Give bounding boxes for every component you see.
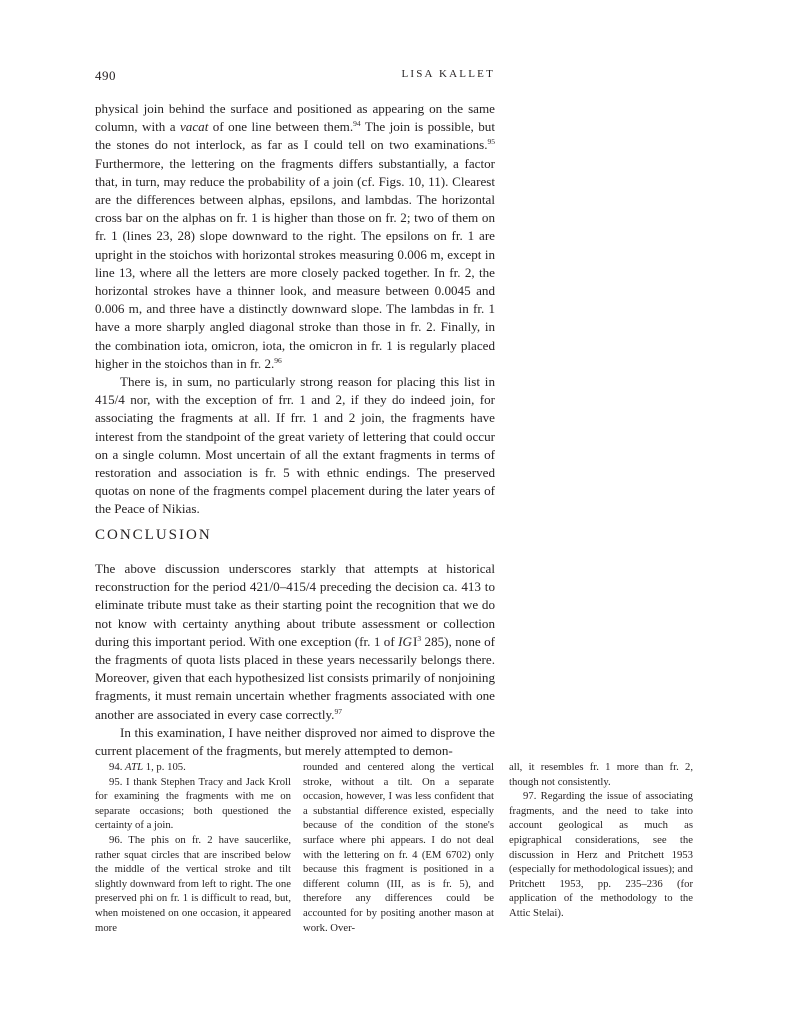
paragraph-conclusion-2: In this examination, I have neither disproved nor aimed to disprove the current placement of the fragments, but merely attempted to demon-: [95, 724, 495, 759]
paragraph-lettering-comparison: [95, 100, 495, 373]
footnote-ref-94[interactable]: 94: [353, 119, 361, 129]
footnote-ref-96[interactable]: 96: [274, 355, 282, 365]
footnote-97: 97. Regarding the issue of associating fragments, and the need to take into account geological as much as epigraphical considerations, see the discussion in Herz and Pritchett 1953 (especially for methodological issues); and Pritchett 1953, pp. 235–236 (for application of the methodology to the Attic Stelai).: [509, 790, 693, 919]
ig-volume-superscript: 3: [417, 633, 422, 643]
text-run: physical join behind the surface and positioned as appearing on the same column, with a: [95, 101, 495, 135]
footnote-96-part-3: all, it resembles fr. 1 more than fr. 2, though not consistently.: [509, 761, 693, 788]
text-run: The above discussion underscores starkly that attempts at historical reconstruction for the period 421/0–415/4 preceding the decision ca. 413 to eliminate tribute must take as their starting point the recognition that we do not know with certainty anything about tribute assessment or collection during this important period. With one exception (fr. 1 of: [95, 561, 495, 649]
vacat-term: vacat: [179, 119, 209, 135]
text-run: 1, p. 105.: [143, 761, 186, 773]
running-header: [95, 68, 495, 84]
footnote-ref-97[interactable]: 97: [334, 706, 342, 716]
footnotes-column-3: [509, 760, 693, 921]
footnote-94: [95, 760, 291, 775]
running-head-author: LISA KALLET: [401, 68, 495, 80]
text-run: of one line between them.: [208, 119, 354, 135]
text-run: 285), none of the fragments of quota lists placed in these years necessarily belongs there. Moreover, given that each hypothesized list consists primarily of nonjoining fragments, it must remain uncertain whether fragments associated with one another are associated in every case correctly.: [95, 633, 495, 722]
text-run: Furthermore, the lettering on the fragments differs substantially, a factor that, in turn, may reduce the probability of a join (cf. Figs. 10, 11). Clearest are the differences between alphas, epsilons, and lambdas. The horizontal cross bar on the alphas on fr. 1 is higher than those on fr. 2; two of them on fr. 1 (lines 23, 28) slope downward to the right. The epsilons on fr. 1 are upright in the stoichos with horizontal strokes measuring 0.006 m, except in line 13, where all the letters are more closely packed together. In fr. 2, the horizontal strokes have a thinner look, and measure between 0.0045 and 0.006 m, and three have a distinctly downward slope. The lambdas in fr. 1 have a more sharply angled diagonal stroke than those in fr. 2. Finally, in the combination iota, omicron, iota, the omicron in fr. 1 is regularly placed higher in the stoichos than in fr. 2.: [95, 155, 495, 371]
ig-abbreviation: IG: [398, 633, 412, 649]
footnote-96-part-2: rounded and centered along the vertical stroke, without a tilt. On a separate occasion, however, I was less confident that a substantial difference existed, especially because of the condition of the stone's surface where phi appears. I do not deal with the lettering on fr. 4 (EM 6702) only because this fragment is positioned in a different column (III, as is fr. 5), and therefore any differences could be accounted for by positing another mason at work. Over-: [303, 761, 494, 934]
paragraph-summary: There is, in sum, no particularly strong reason for placing this list in 415/4 nor, with the exception of frr. 1 and 2, if they do indeed join, for associating the fragments at all. If frr. 1 and 2 join, the fragments have interest from the standpoint of the great variety of lettering that could occur on a single column. Most uncertain of all the extant fragments in terms of restoration and association is fr. 5 with ethnic endings. The preserved quotas on none of the fragments compel placement during the later years of the Peace of Nikias.: [95, 374, 495, 517]
footnote-95: 95. I thank Stephen Tracy and Jack Kroll for examining the fragments with me on separate occasions; both questioned the certainty of a join.: [95, 775, 291, 832]
paragraph-conclusion-1: The above discussion underscores starkly that attempts at historical reconstruction for the period 421/0–415/4 preceding the decision ca. 413 to eliminate tribute must take as their starting point the recognition that we do not know with certainty anything about tribute assessment or collection during this important period. With one exception (fr. 1 of IG $I^3$ 285), none of the fragments of quota lists placed in these years necessarily belongs there. Moreover, given that each hypothesized list consists primarily of nonjoining fragments, it must remain uncertain whether fragments associated with one another are associated in every case correctly.$^{97}$: [95, 561, 495, 722]
page-number: 490: [95, 68, 116, 83]
footnote-96-part-1: 96. The phis on fr. 2 have saucerlike, rather squat circles that are inscribed below the middle of the vertical stroke and tilt slightly downward from left to right. The one preserved phi on fr. 1 is difficult to read, but, when moistened on one occasion, it appeared more: [95, 833, 291, 934]
text-run: The join is possible, but the stones do not interlock, as far as I could tell on two examinations.: [95, 119, 495, 153]
body-text-conclusion: [95, 560, 495, 760]
footnotes-column-1: [95, 760, 291, 935]
section-heading-conclusion: CONCLUSION: [95, 527, 212, 543]
footnote-number: 94.: [109, 761, 126, 773]
atl-abbreviation: ATL: [125, 761, 144, 773]
footnotes-column-2: [303, 760, 494, 935]
body-text-top: [95, 100, 495, 519]
footnote-ref-95[interactable]: 95: [487, 137, 495, 147]
